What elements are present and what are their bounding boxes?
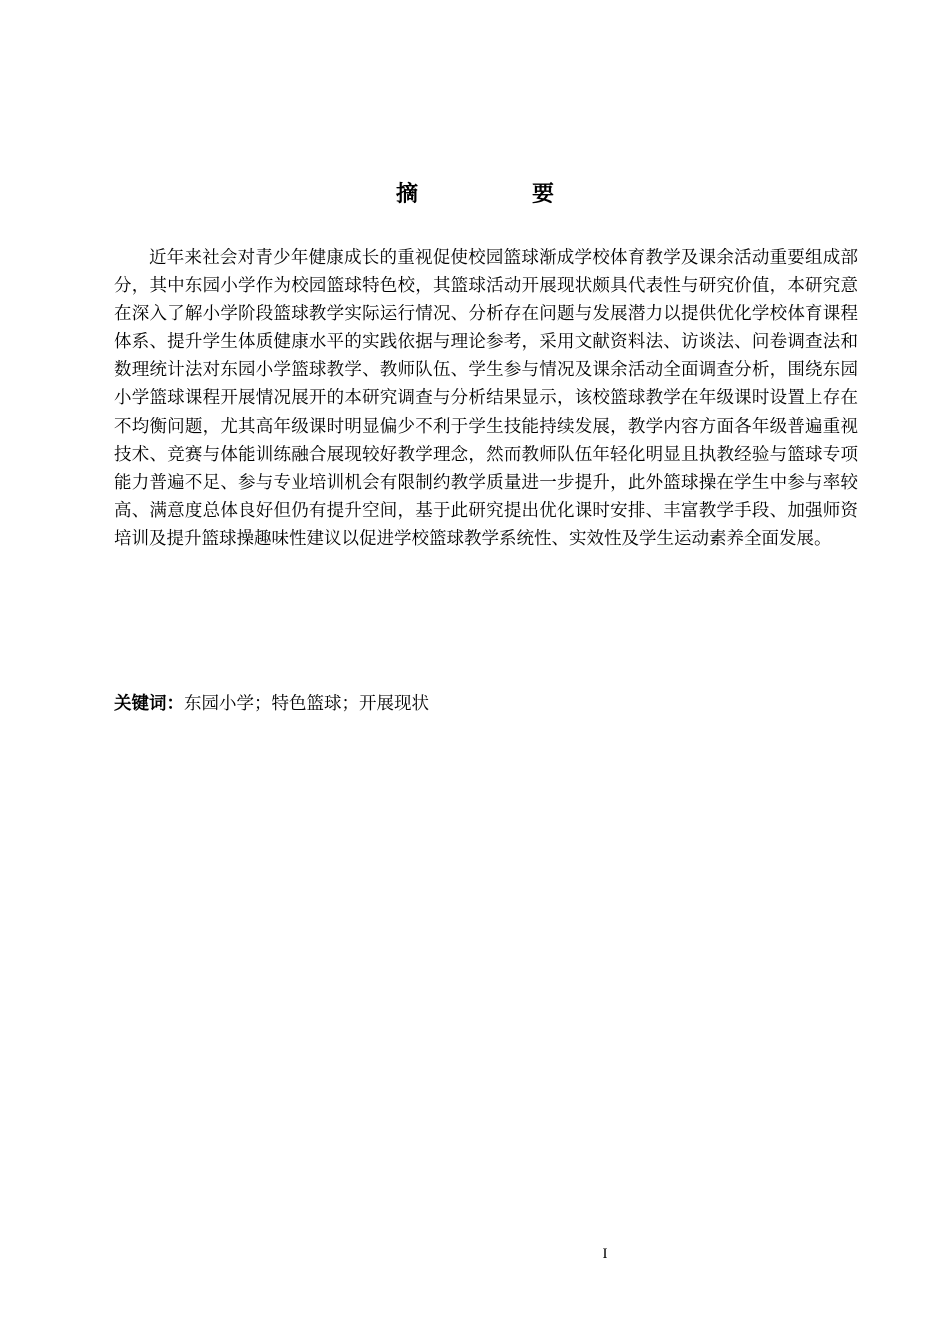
keywords-line bbox=[114, 690, 858, 718]
keywords-label: 关键词： bbox=[114, 694, 184, 714]
keywords-value: 东园小学；特色篮球；开展现状 bbox=[184, 694, 429, 714]
abstract-body: 近年来社会对青少年健康成长的重视促使校园篮球渐成学校体育教学及课余活动重要组成部分，其中东园小学作为校园篮球特色校，其篮球活动开展现状颇具代表性与研究价值，本研究意在深入了解小学阶段篮球教学实际运行情况、分析存在问题与发展潜力以提供优化学校体育课程体系、提升学生体质健康水平的实践依据与理论参考，采用文献资料法、访谈法、问卷调查法和数理统计法对东园小学篮球教学、教师队伍、学生参与情况及课余活动全面调查分析，围绕东园小学篮球课程开展情况展开的本研究调查与分析结果显示，该校篮球教学在年级课时设置上存在不均衡问题，尤其高年级课时明显偏少不利于学生技能持续发展，教学内容方面各年级普遍重视技术、竞赛与体能训练融合展现较好教学理念，然而教师队伍年轻化明显且执教经验与篮球专项能力普遍不足、参与专业培训机会有限制约教学质量进一步提升，此外篮球操在学生中参与率较高、满意度总体良好但仍有提升空间，基于此研究提出优化课时安排、丰富教学手段、加强师资培训及提升篮球操趣味性建议以促进学校篮球教学系统性、实效性及学生运动素养全面发展。 bbox=[114, 248, 858, 549]
page-number: I bbox=[602, 1246, 608, 1262]
abstract-title: 摘 要 bbox=[395, 182, 600, 207]
